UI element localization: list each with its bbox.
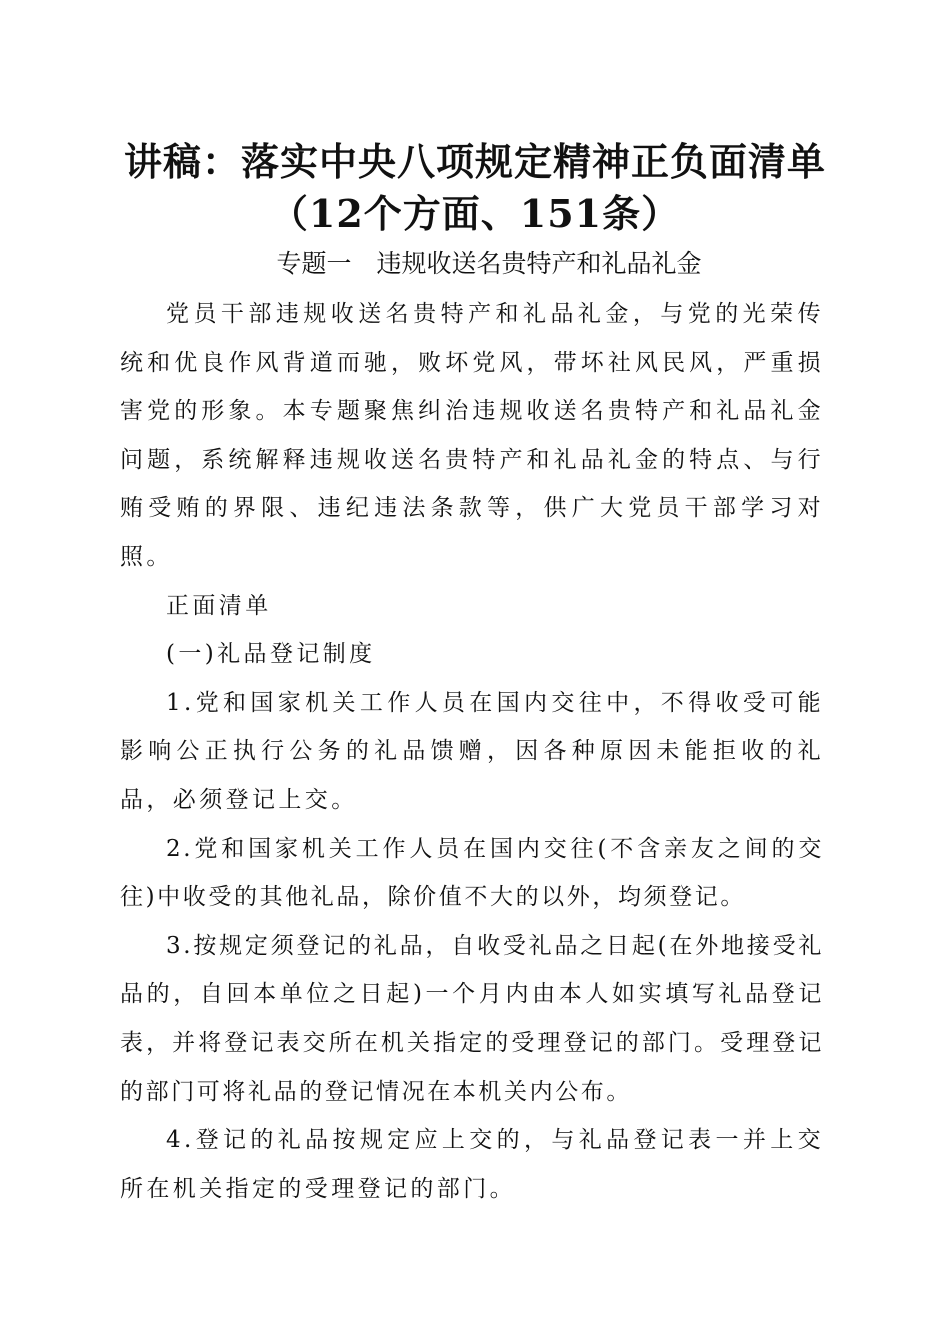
document-body (120, 290, 824, 1213)
rule-item-3: 3.按规定须登记的礼品，自收受礼品之日起(在外地接受礼品的，自回本单位之日起)一个月内由本人如实填写礼品登记表，并将登记表交所在机关指定的受理登记的部门。受理登记的部门可将礼品的登记情况在本机关内公布。 (120, 932, 824, 1105)
subsection-heading: (一)礼品登记制度 (166, 641, 376, 668)
list-heading-positive: 正面清单 (166, 592, 272, 619)
rule-item-2: 2.党和国家机关工作人员在国内交往(不含亲友之间的交往)中收受的其他礼品，除价值不大的以外，均须登记。 (120, 835, 824, 911)
rule-item-4: 4.登记的礼品按规定应上交的，与礼品登记表一并上交所在机关指定的受理登记的部门。 (120, 1127, 824, 1202)
document-title-subline: （12个方面、151条） (269, 191, 681, 236)
section-heading: 专题一 违规收送名贵特产和礼品礼金 (276, 249, 702, 278)
rule-item-1: 1.党和国家机关工作人员在国内交往中，不得收受可能影响公正执行公务的礼品馈赠，因各种原因未能拒收的礼品，必须登记上交。 (120, 689, 824, 813)
document-title: 讲稿：落实中央八项规定精神正负面清单 (123, 139, 826, 184)
intro-paragraph: 党员干部违规收送名贵特产和礼品礼金，与党的光荣传统和优良作风背道而驰，败坏党风，带坏社风民风，严重损害党的形象。本专题聚焦纠治违规收送名贵特产和礼品礼金问题，系统解释违规收送名贵特产和礼品礼金的特点、与行贿受贿的界限、违纪违法条款等，供广大党员干部学习对照。 (120, 301, 824, 570)
